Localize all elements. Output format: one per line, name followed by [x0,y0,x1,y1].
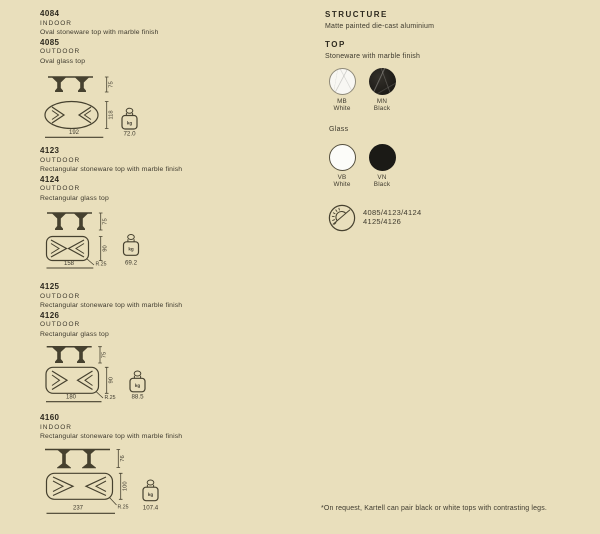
depth-dimension [105,367,114,393]
glass-label: Glass [329,126,349,133]
side-view-drawing [45,450,110,469]
swatch-mb-white [322,68,362,112]
svg-text:R.25: R.25 [117,504,129,511]
svg-text:75: 75 [102,218,109,225]
product-location: OUTDOOR [40,292,81,300]
depth-dimension [105,102,114,129]
outdoor-product-codes [363,208,421,226]
swatch-name: White [333,181,351,189]
product-location: OUTDOOR [40,156,81,164]
outdoor-codes-line-2: 4125/4126 [363,217,402,226]
glass-white-swatch-icon [329,144,356,171]
outdoor-sun-icon [328,204,356,232]
svg-text:237: 237 [72,505,84,512]
svg-text:R.25: R.25 [104,394,116,401]
depth-dimension [119,473,128,499]
side-view-drawing [47,347,92,363]
svg-text:158: 158 [63,261,75,267]
product-code: 4084 [40,9,60,18]
height-dimension [99,213,108,230]
svg-text:90: 90 [102,245,109,252]
glass-swatches [322,144,402,188]
swatch-name: Black [373,181,391,189]
product-info-4123-4124 [40,146,270,204]
swatch-code: VB [337,174,347,181]
width-dimension [46,395,102,402]
swatch-name: White [333,105,351,113]
width-dimension [47,506,116,514]
swatch-mn-black [362,68,402,112]
height-dimension [105,77,114,92]
swatch-code: MN [376,98,388,105]
product-location: OUTDOOR [40,48,81,56]
product-code: 4085 [40,37,60,47]
product-code: 4123 [40,146,60,155]
top-title: TOP [325,40,346,49]
svg-text:kg: kg [134,383,141,389]
structure-title: STRUCTURE [325,10,388,19]
marble-black-swatch-icon [369,68,396,95]
product-location: INDOOR [40,423,72,431]
product-code: 4126 [40,310,60,320]
stoneware-swatches [322,68,402,112]
weight-icon [122,108,137,129]
product-code: 4124 [40,174,60,184]
weight-icon [143,480,158,501]
glass-black-swatch-icon [369,144,396,171]
depth-dimension [99,237,108,261]
outdoor-codes-line-1: 4085/4123/4124 [363,208,422,217]
product-description: Rectangular stoneware top with marble finish [40,166,183,174]
footnote: *On request, Kartell can pair black or white tops with contrasting legs. [321,505,547,512]
product-info-4125-4126 [40,282,270,340]
width-dimension [45,130,103,137]
top-text: Stoneware with marble finish [325,52,421,60]
svg-text:100: 100 [122,481,129,492]
svg-text:kg: kg [128,246,134,252]
product-description: Rectangular stoneware top with marble finish [40,433,183,441]
swatch-code: VN [377,174,387,181]
product-location: OUTDOOR [40,321,81,329]
svg-text:76: 76 [119,455,126,462]
svg-text:75: 75 [101,351,108,359]
top-view-drawing [47,237,89,261]
marble-white-swatch-icon [329,68,356,95]
top-view-drawing [46,367,99,393]
svg-text:192: 192 [68,130,80,136]
product-info-4160 [40,413,270,442]
product-code: 4125 [40,282,60,291]
top-view-drawing [45,102,98,129]
product-description: Rectangular glass top [40,330,109,338]
weight-value: 72.0 [123,130,136,138]
product-description: Rectangular stoneware top with marble finish [40,302,183,310]
technical-drawing-rect-table-180 [40,342,152,404]
technical-drawing-rect-table-237 [40,445,168,517]
side-view-drawing [48,77,93,92]
product-location: INDOOR [40,19,72,27]
height-dimension [98,347,107,363]
technical-drawing-rect-table-158 [40,208,145,270]
swatch-vb-white [322,144,362,188]
product-description: Oval glass top [40,57,86,65]
svg-text:90: 90 [108,377,115,384]
structure-text: Matte painted die-cast aluminium [325,22,435,30]
height-dimension [117,450,126,468]
product-code: 4160 [40,413,60,422]
width-dimension [47,261,94,268]
top-view-drawing [47,473,113,499]
weight-value: 69.2 [124,259,138,267]
svg-text:118: 118 [108,110,115,120]
product-info-4084-4085 [40,9,270,67]
weight-icon [124,235,139,256]
technical-drawing-oval-table [40,72,145,142]
weight-value: 107.4 [142,504,159,512]
svg-text:kg: kg [126,120,133,126]
weight-icon [130,371,145,392]
svg-text:R.25: R.25 [95,261,107,268]
product-location: OUTDOOR [40,185,81,193]
svg-text:kg: kg [147,492,154,497]
corner-radius-label [87,259,107,268]
product-description: Rectangular glass top [40,194,109,202]
weight-value: 88.5 [131,393,144,401]
swatch-name: Black [373,105,391,113]
swatch-vn-black [362,144,402,188]
side-view-drawing [47,213,92,230]
corner-radius-label [96,392,116,401]
swatch-code: MB [337,98,347,105]
product-description: Oval stoneware top with marble finish [40,29,159,37]
svg-text:75: 75 [108,81,115,88]
svg-text:180: 180 [65,394,77,401]
